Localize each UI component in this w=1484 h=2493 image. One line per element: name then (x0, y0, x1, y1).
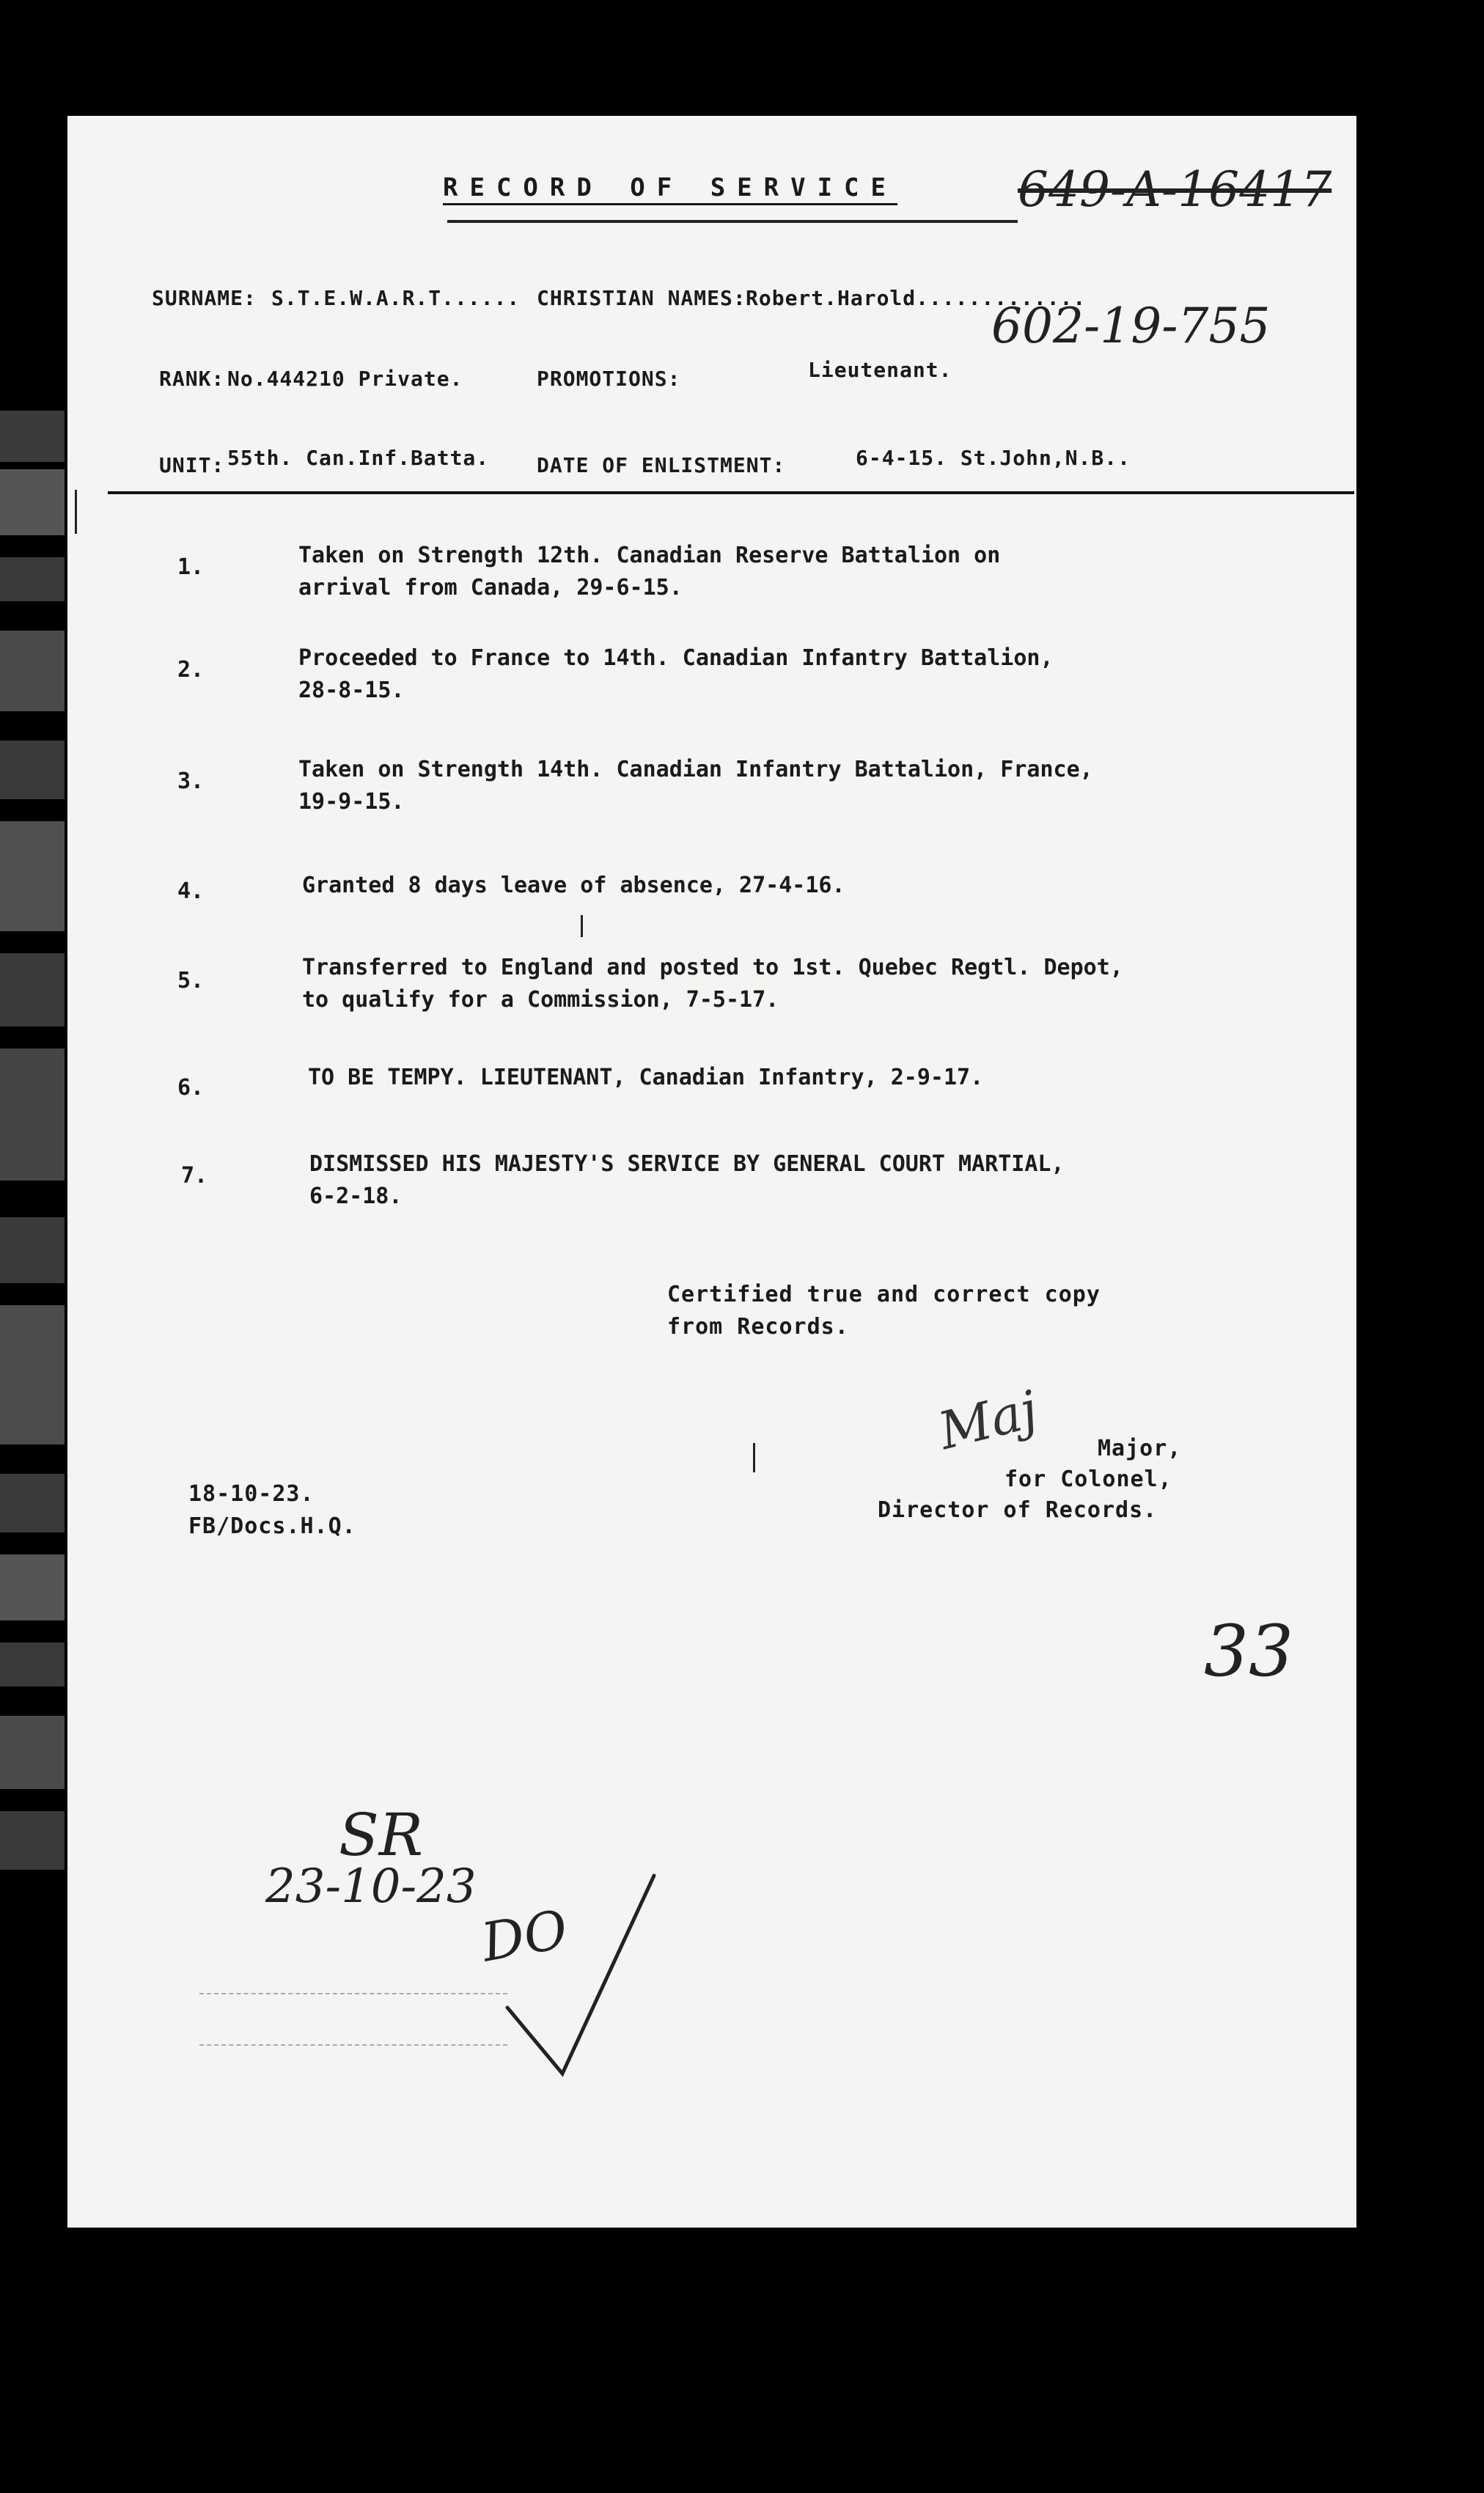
enlistment-value: 6-4-15. St.John,N.B.. (856, 446, 1131, 470)
entry-number: 2. (177, 657, 205, 683)
handwritten-initials: SR (339, 1801, 424, 1869)
rank-label: RANK: (159, 367, 225, 391)
signature-for: for Colonel, (1004, 1466, 1172, 1492)
entry-text: Proceeded to France to 14th. Canadian Infantry Battalion, 28-8-15. (298, 645, 1054, 703)
unit-label: UNIT: (159, 453, 225, 477)
entry-text: TO BE TEMPY. LIEUTENANT, Canadian Infantry, 2-9-17. (308, 1065, 984, 1090)
entry-number: 5. (177, 968, 205, 994)
promotions-value: Lieutenant. (808, 358, 952, 382)
certification-line-1: Certified true and correct copy (667, 1282, 1101, 1307)
signature-rank: Major, (1098, 1436, 1182, 1461)
entry-number: 4. (177, 878, 205, 904)
footer-date: 18-10-23. (188, 1481, 315, 1507)
unit-value: 55th. Can.Inf.Batta. (227, 446, 490, 470)
scan-mark (581, 915, 583, 937)
entry-text: Granted 8 days leave of absence, 27-4-16. (302, 873, 845, 898)
entry-number: 3. (177, 768, 205, 794)
entry-text: Taken on Strength 12th. Canadian Reserve Battalion on arrival from Canada, 29-6-15. (298, 543, 1001, 601)
christian-names-value: Robert.Harold............. (746, 286, 1087, 310)
entry-number: 7. (181, 1163, 208, 1189)
struck-reference-number: 649-A-16417 (1018, 161, 1332, 218)
entry-text: Transferred to England and posted to 1st. Quebec Regtl. Depot, to qualify for a Commission, 7-5-17. (302, 955, 1123, 1013)
enlistment-label: DATE OF ENLISTMENT: (537, 453, 786, 477)
record-title: RECORD OF SERVICE (443, 173, 897, 202)
faint-stamp-line (199, 1993, 507, 1996)
service-record-sheet (67, 116, 1356, 2228)
header-divider (108, 491, 1354, 494)
christian-names-label: CHRISTIAN NAMES: (537, 286, 746, 310)
scan-mark (75, 490, 77, 534)
handwritten-page-number: 33 (1204, 1610, 1294, 1692)
reference-number: 602-19-755 (991, 298, 1271, 354)
footer-reference: FB/Docs.H.Q. (188, 1513, 356, 1539)
rank-value: No.444210 Private. (227, 367, 463, 391)
film-strip-edge (0, 0, 70, 2493)
officer-signature: Maj (933, 1378, 1044, 1462)
title-underline (447, 220, 1018, 223)
signature-title: Director of Records. (878, 1497, 1158, 1523)
handwritten-date-stamp: 23-10-23 (265, 1859, 477, 1914)
scan-mark (753, 1443, 755, 1472)
faint-stamp-line (199, 2044, 507, 2047)
handwritten-mark: DO (477, 1898, 573, 1974)
promotions-label: PROMOTIONS: (537, 367, 681, 391)
check-mark-icon (493, 1861, 669, 2081)
entry-text: Taken on Strength 14th. Canadian Infantry Battalion, France, 19-9-15. (298, 757, 1093, 815)
surname-value: S.T.E.W.A.R.T...... (271, 286, 521, 310)
entry-number: 1. (177, 554, 205, 580)
certification-line-2: from Records. (667, 1314, 849, 1340)
entry-number: 6. (177, 1075, 205, 1101)
entry-text: DISMISSED HIS MAJESTY'S SERVICE BY GENERAL COURT MARTIAL, 6-2-18. (309, 1151, 1065, 1209)
surname-label: SURNAME: (152, 286, 257, 310)
